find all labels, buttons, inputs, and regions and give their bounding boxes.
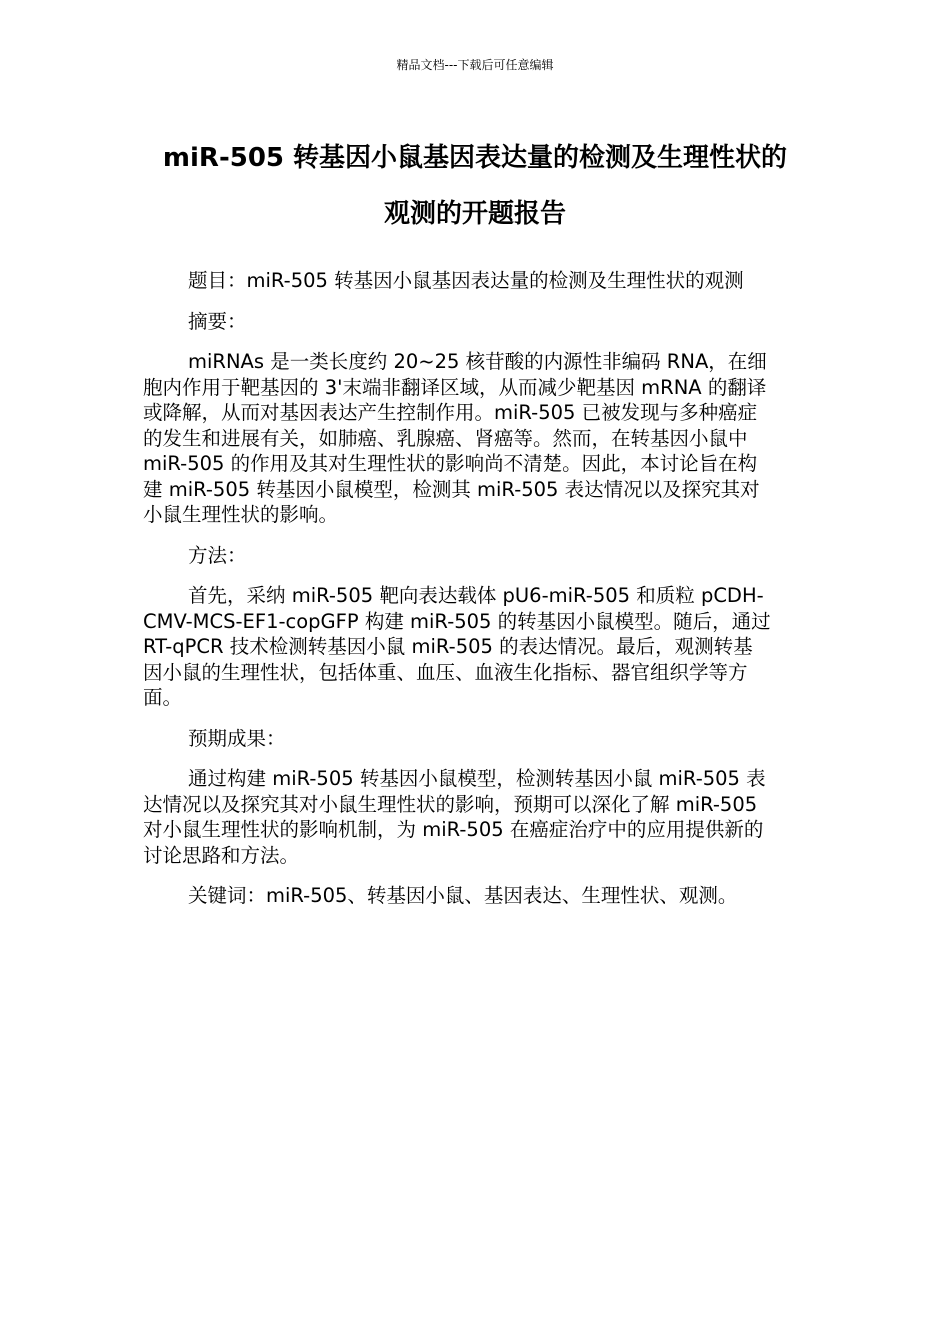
abstract-paragraph (143, 349, 809, 528)
results-paragraph (143, 766, 809, 868)
method-heading (143, 543, 809, 569)
topic-paragraph (143, 268, 809, 294)
abstract-line: 建 miR-505 转基因小鼠模型，检测其 miR-505 表达情况以及探究其对 (143, 477, 760, 501)
abstract-line: miR-505 的作用及其对生理性状的影响尚不清楚。因此，本讨论旨在构 (143, 452, 758, 475)
abstract-heading-text: 摘要： (188, 309, 247, 333)
method-heading-text: 方法： (188, 543, 247, 567)
header-note: 精品文档---下载后可任意编辑 (396, 58, 554, 72)
method-paragraph (143, 583, 809, 711)
abstract-line: 小鼠生理性状的影响。 (143, 503, 339, 526)
results-line: 达情况以及探究其对小鼠生理性状的影响，预期可以深化了解 miR-505 (143, 792, 758, 816)
results-heading-text: 预期成果： (188, 726, 286, 750)
method-line: 首先，采纳 miR-505 靶向表达载体 pU6-miR-505 和质粒 pCDH- (188, 584, 764, 607)
results-line: 讨论思路和方法。 (143, 843, 300, 867)
method-line: RT-qPCR 技术检测转基因小鼠 miR-505 的表达情况。最后，观测转基 (143, 635, 753, 658)
title-line-1: miR-505 转基因小鼠基因表达量的检测及生理性状的 (162, 143, 788, 173)
abstract-line: 的发生和进展有关，如肺癌、乳腺癌、肾癌等。然而，在转基因小鼠中 (143, 426, 748, 450)
results-heading (143, 726, 809, 752)
results-line: 通过构建 miR-505 转基因小鼠模型，检测转基因小鼠 miR-505 表 (188, 767, 766, 790)
topic-text: 题目：miR-505 转基因小鼠基因表达量的检测及生理性状的观测 (188, 269, 744, 292)
abstract-heading (143, 309, 809, 335)
method-line: CMV-MCS-EF1-copGFP 构建 miR-505 的转基因小鼠模型。随后，通过 (143, 609, 771, 633)
document-title (100, 130, 850, 242)
keywords-text: 关键词：miR-505、转基因小鼠、基因表达、生理性状、观测。 (188, 884, 738, 907)
method-line: 面。 (143, 686, 183, 709)
document-body (143, 268, 809, 924)
keywords-paragraph (143, 883, 809, 909)
title-line-2: 观测的开题报告 (383, 199, 566, 229)
abstract-line: miRNAs 是一类长度约 20~25 核苷酸的内源性非编码 RNA，在细 (188, 350, 767, 373)
abstract-line: 或降解，从而对基因表达产生控制作用。miR-505 已被发现与多种癌症 (143, 401, 758, 424)
results-line: 对小鼠生理性状的影响机制，为 miR-505 在癌症治疗中的应用提供新的 (143, 818, 764, 841)
abstract-line: 胞内作用于靶基因的 3'末端非翻译区域，从而减少靶基因 mRNA 的翻译 (143, 375, 767, 399)
method-line: 因小鼠的生理性状，包括体重、血压、血液生化指标、器官组织学等方 (143, 660, 748, 684)
